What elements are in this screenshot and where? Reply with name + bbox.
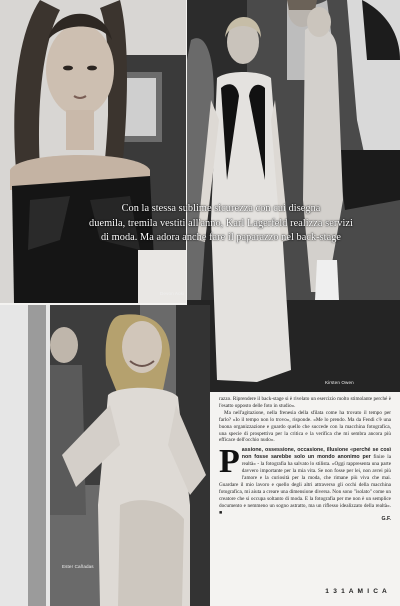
photo-credit-bottom-left: Ester Cañadas — [62, 564, 94, 569]
article-paragraph-3-body: finire la realtà» - la fotografia ha salvato lo stilista. «Oggi rappresenta una parte davvero importante per la mia vita. Se non fosse per lei, non avrei più l'amore e la curiosità per la moda, che rimane più viva che mai. Guardare il mio lavoro e quello degli altri attraverso gli occhi della macchina fotografica, mi aiuta a creare una dimensione diversa. Non sono "isolato" come un creatore che si occupa soltanto di moda. E la fotografia per me non è un semplice documento e nemmeno un sogno astratto, ma un riflesso idealizzato della realtà». — [219, 454, 391, 509]
pull-quote-line-2: duemila, tremila vestiti all'anno, Karl Lagerfeld realizza servizi — [89, 217, 353, 229]
page-footer-magazine: 1 3 1 A M I C A — [325, 588, 388, 595]
author-signature: G.F. — [381, 516, 391, 523]
photo-backstage-white-gown — [187, 0, 400, 392]
photo-model-strapless-black-dress — [0, 0, 186, 303]
article-paragraph-3 — [219, 443, 391, 516]
article-lead-in: assione, ossessione, occasione, illusione «perché se così non fosse sarebbe solo un mondo anonimo per — [241, 447, 391, 461]
end-mark: ■ — [219, 509, 223, 516]
photo-credit-top-left: Devon Aoki — [160, 291, 185, 296]
article-column — [219, 396, 391, 574]
pull-quote — [46, 202, 396, 246]
drop-cap: P — [219, 443, 240, 481]
article-paragraph-2: Ma nell'agitazione, nella frenesia della sfilata come ha trovato il tempo per farlo? «Io il tempo non lo trovo», risponde. «Me lo prendo. Ma da Fendi c'è una buona organizzazione e guardo quello che succede con la macchina fotografica, una specie di prospettiva per la critica e la verifica che mi sembra ancora più efficace dell'occhio nudo». — [219, 409, 391, 444]
article-paragraph-1: razzo. Riprendere il back-stage si è rivelato un esercizio molto stimolante perché è l'esatto opposto delle foto in studio». — [219, 396, 391, 409]
pull-quote-line-3: di moda. Ma adora anche fare il paparazzo nel back-stage — [100, 232, 342, 243]
photo-model-draped-dress — [0, 305, 210, 606]
pull-quote-line-1: Con la stessa sublime sicurezza con cui disegna — [121, 203, 321, 214]
photo-credit-top-right: Kirsten Owen — [325, 380, 354, 385]
